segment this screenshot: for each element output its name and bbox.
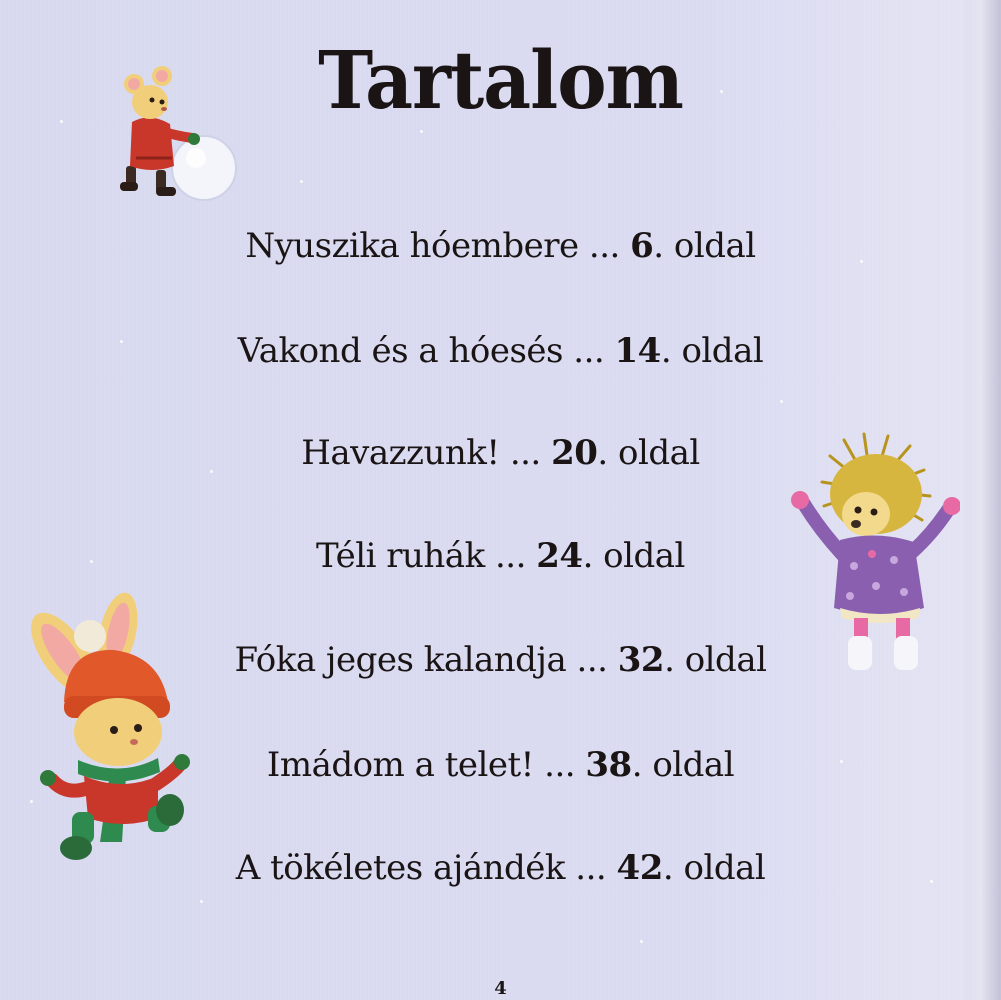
toc-entry-page: 14 [614, 331, 661, 371]
snowflake [640, 940, 643, 943]
toc-entry-page: 20 [551, 433, 598, 473]
toc-entry-title: Imádom a telet! ... [266, 745, 576, 785]
toc-entry-suffix: . oldal [660, 331, 764, 371]
toc-entry-title: Nyuszika hóembere ... [245, 226, 620, 266]
toc-entry-page: 42 [616, 848, 663, 888]
hedgehog-in-purple-coat-illustration [784, 430, 960, 686]
toc-entry [0, 331, 1001, 371]
toc-entry-page: 38 [585, 745, 632, 785]
bunny-in-winter-hat-illustration [18, 592, 196, 864]
snowflake [780, 400, 783, 403]
toc-entry-page: 32 [617, 640, 665, 680]
toc-entry-suffix: . oldal [582, 536, 685, 576]
toc-entry-suffix: . oldal [653, 226, 756, 266]
snowflake [300, 180, 303, 183]
snowflake [420, 130, 423, 133]
toc-entry-title: Téli ruhák ... [316, 536, 526, 576]
toc-entry-title: Fóka jeges kalandja ... [234, 640, 608, 680]
mouse-rolling-snowball-illustration [112, 62, 244, 206]
toc-entry [0, 226, 1001, 266]
toc-entry-title: Havazzunk! ... [301, 433, 541, 473]
toc-entry-suffix: . oldal [664, 640, 767, 680]
snowflake [200, 900, 203, 903]
page-number: 4 [494, 978, 507, 999]
toc-entry-page: 6 [630, 226, 654, 266]
toc-entry-title: A tökéletes ajándék ... [235, 848, 607, 888]
toc-entry-page: 24 [536, 536, 583, 576]
toc-entry-title: Vakond és a hóesés ... [237, 331, 605, 371]
toc-entry-suffix: . oldal [597, 433, 700, 473]
page-title: Tartalom [318, 34, 683, 128]
toc-entry-suffix: . oldal [631, 745, 735, 785]
toc-entry-suffix: . oldal [662, 848, 766, 888]
